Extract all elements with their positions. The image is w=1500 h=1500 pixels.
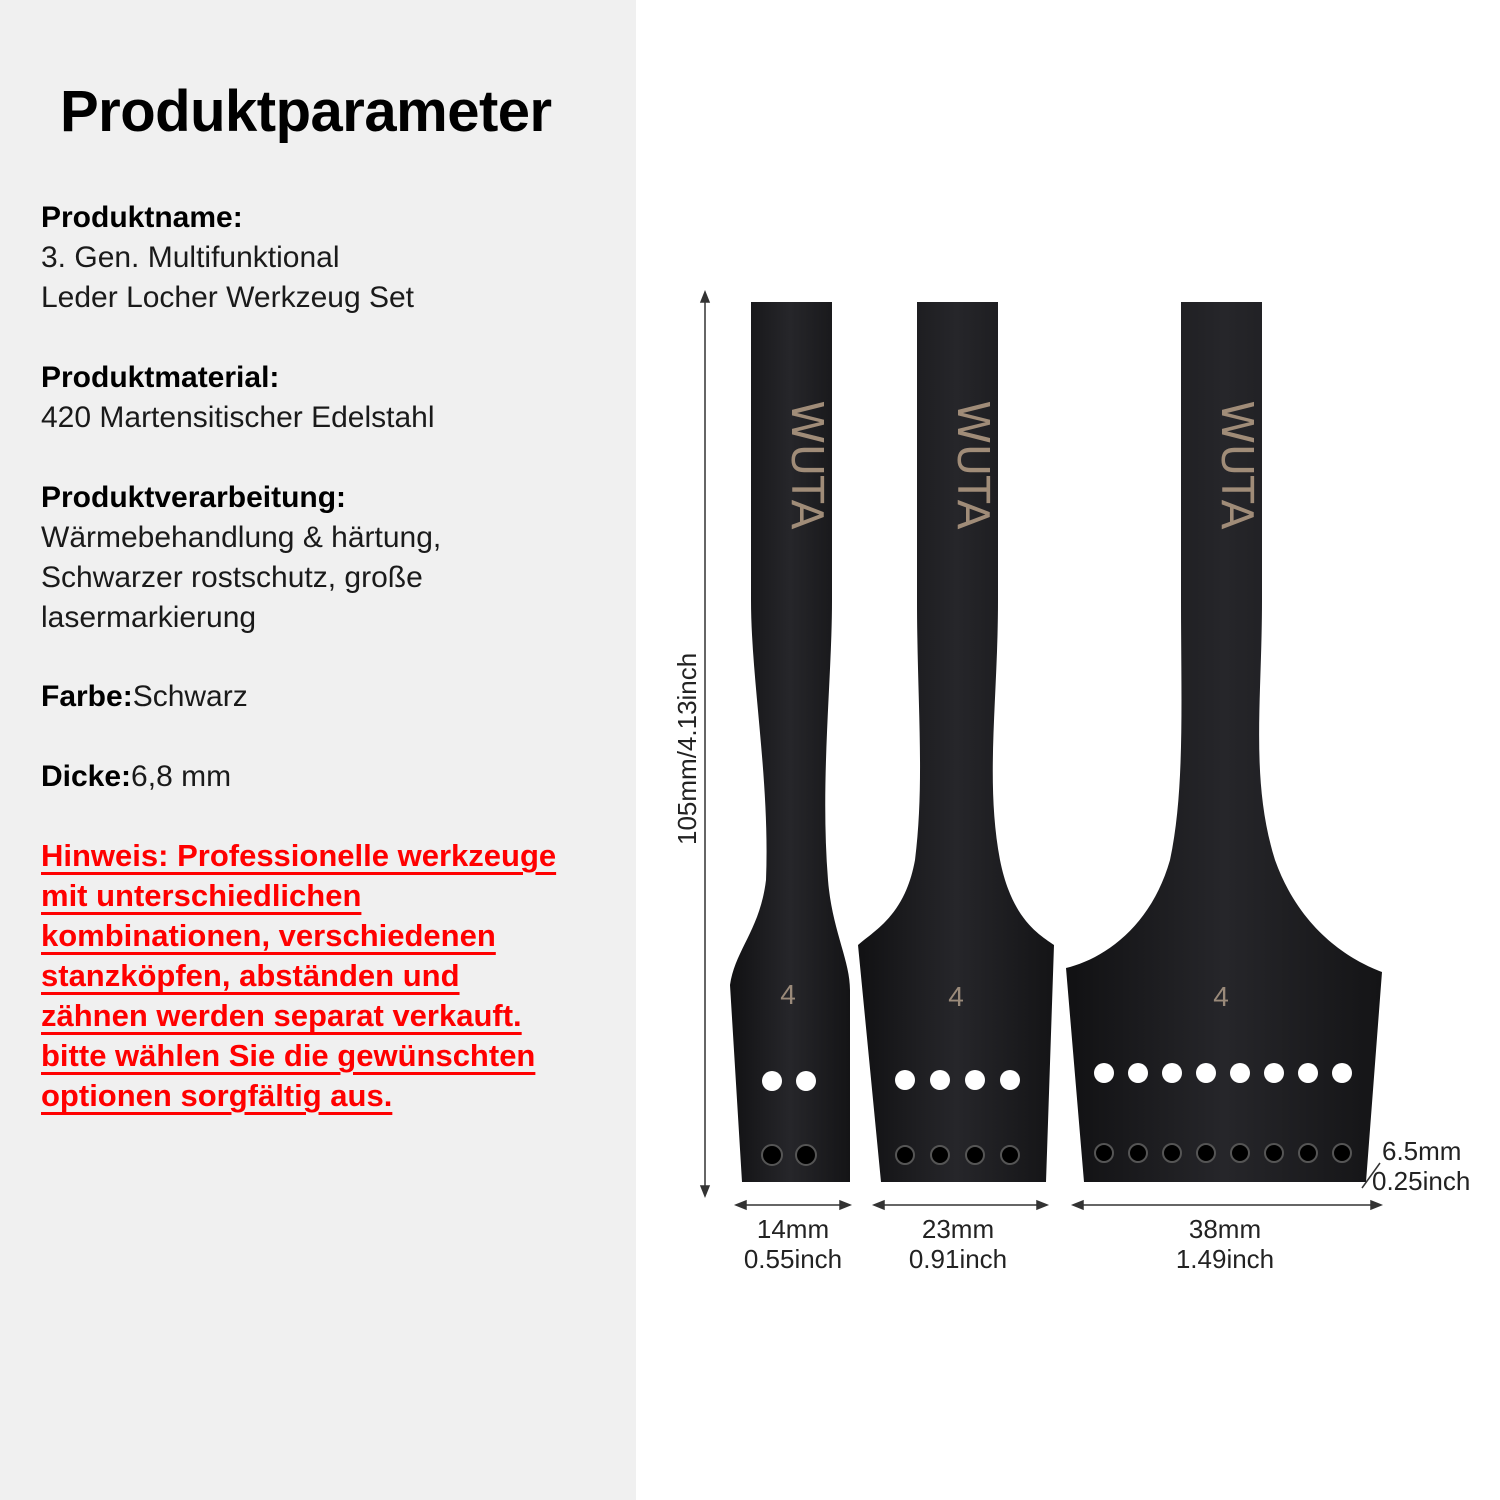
tool-number: 4 bbox=[1213, 981, 1229, 1012]
punch-tool-2-teeth bbox=[730, 302, 850, 1182]
notice-line: optionen sorgfältig aus. bbox=[41, 1078, 393, 1113]
spacing-label bbox=[1372, 1136, 1492, 1196]
width-inch: 1.49inch bbox=[1175, 1244, 1275, 1274]
spacing-mm: 6.5mm bbox=[1382, 1136, 1462, 1166]
brand-logo: WUTA bbox=[1211, 400, 1262, 530]
punch-tool-8-teeth bbox=[1066, 302, 1382, 1182]
width-label-3 bbox=[1160, 1214, 1290, 1274]
notice-line: bitte wählen Sie die gewünschten bbox=[41, 1038, 536, 1073]
notice-line: kombinationen, verschiedenen bbox=[41, 918, 496, 953]
product-name-label: Produktname: bbox=[41, 201, 243, 234]
width-inch: 0.55inch bbox=[743, 1244, 843, 1274]
spacing-inch: 0.25inch bbox=[1372, 1166, 1471, 1196]
thickness-label: Dicke: bbox=[41, 760, 132, 793]
height-dimension-label: 105mm/4.13inch bbox=[672, 652, 702, 845]
thickness-value: 6,8 mm bbox=[131, 760, 232, 793]
material-label: Produktmaterial: bbox=[41, 361, 280, 394]
width-label-2 bbox=[893, 1214, 1023, 1274]
width-label-1 bbox=[728, 1214, 858, 1274]
color-value: Schwarz bbox=[132, 680, 248, 713]
color-label: Farbe: bbox=[41, 680, 133, 713]
processing-line1: Wärmebehandlung & härtung, bbox=[41, 521, 442, 554]
notice-line: zähnen werden separat verkauft. bbox=[41, 998, 522, 1033]
width-mm: 23mm bbox=[921, 1214, 995, 1244]
product-name-line1: 3. Gen. Multifunktional bbox=[41, 241, 340, 274]
tool-number: 4 bbox=[780, 979, 796, 1010]
page-title: Produktparameter bbox=[60, 79, 552, 144]
notice-line: mit unterschiedlichen bbox=[41, 878, 362, 913]
width-inch: 0.91inch bbox=[908, 1244, 1008, 1274]
processing-label: Produktverarbeitung: bbox=[41, 481, 347, 514]
width-mm: 38mm bbox=[1188, 1214, 1262, 1244]
processing-line2: Schwarzer rostschutz, große bbox=[41, 561, 423, 594]
processing-line3: lasermarkierung bbox=[41, 601, 257, 634]
tool-number: 4 bbox=[948, 981, 964, 1012]
brand-logo: WUTA bbox=[947, 400, 998, 530]
width-mm: 14mm bbox=[756, 1214, 830, 1244]
notice-line: Hinweis: Professionelle werkzeuge bbox=[41, 838, 557, 873]
punch-tool-4-teeth bbox=[858, 302, 1054, 1182]
product-name-line2: Leder Locher Werkzeug Set bbox=[41, 281, 414, 314]
material-value: 420 Martensitischer Edelstahl bbox=[41, 401, 435, 434]
notice-line: stanzköpfen, abständen und bbox=[41, 958, 460, 993]
brand-logo: WUTA bbox=[781, 400, 832, 530]
